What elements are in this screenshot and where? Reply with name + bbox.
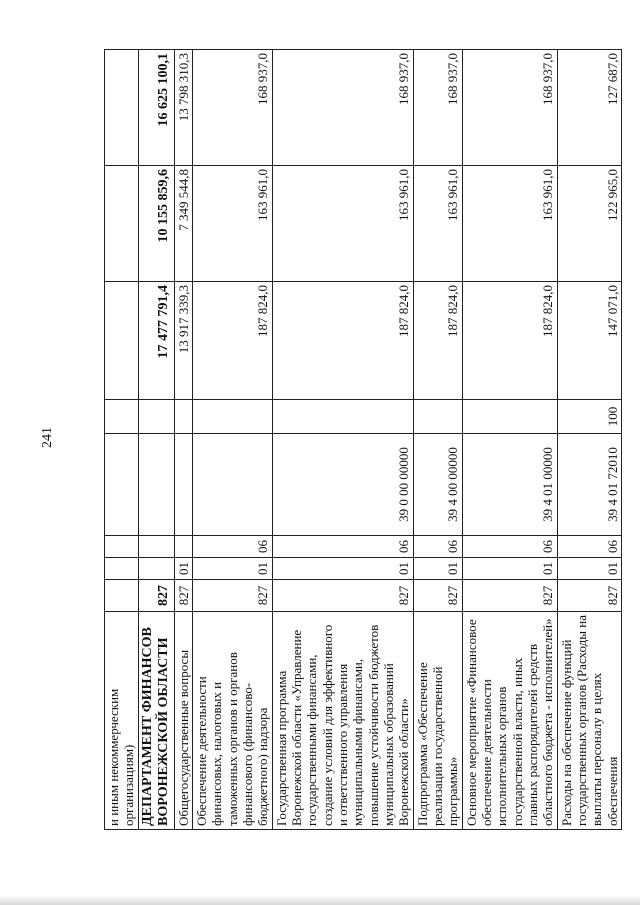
row-gov-code: 827 — [557, 580, 621, 612]
row-amount-year3 — [105, 50, 139, 166]
row-amount-year1: 187 824,0 — [272, 282, 413, 400]
row-section-code: 01 — [193, 558, 273, 580]
row-subsection-code: 06 — [272, 536, 413, 558]
row-target-code — [138, 434, 174, 536]
row-amount-year3: 168 937,0 — [193, 50, 273, 166]
row-subsection-code — [174, 536, 192, 558]
row-target-code — [193, 434, 273, 536]
row-name: Расходы на обеспечение функций государственных органов (Расходы на выплаты персоналу в целях обеспечения — [557, 612, 621, 830]
row-expense-type-code — [138, 400, 174, 434]
row-name: ДЕПАРТАМЕНТ ФИНАНСОВ ВОРОНЕЖСКОЙ ОБЛАСТИ — [138, 612, 174, 830]
row-section-code — [105, 558, 139, 580]
row-amount-year1: 187 824,0 — [462, 282, 557, 400]
row-subsection-code — [138, 536, 174, 558]
row-name: Общегосударственные вопросы — [174, 612, 192, 830]
row-amount-year2: 163 961,0 — [413, 166, 462, 282]
row-amount-year3: 168 937,0 — [413, 50, 462, 166]
row-gov-code: 827 — [462, 580, 557, 612]
row-subsection-code — [105, 536, 139, 558]
table-row — [272, 50, 413, 830]
table-row — [462, 50, 557, 830]
row-amount-year1: 187 824,0 — [413, 282, 462, 400]
table-row — [138, 50, 174, 830]
row-target-code: 39 4 01 72010 — [557, 434, 621, 536]
row-subsection-code: 06 — [557, 536, 621, 558]
table-row — [193, 50, 273, 830]
row-amount-year1 — [105, 282, 139, 400]
page-number: 241 — [40, 427, 55, 448]
scan-edge — [0, 895, 640, 905]
row-expense-type-code — [174, 400, 192, 434]
row-gov-code — [105, 580, 139, 612]
row-name: и иным некоммерческим организациям) — [105, 612, 139, 830]
row-amount-year2: 163 961,0 — [272, 166, 413, 282]
row-expense-type-code — [462, 400, 557, 434]
row-name: Основное мероприятие «Финансовое обеспечение деятельности исполнительных органов государственной власти, иных главных распорядителей средств областного бюджета - исполнителей» — [462, 612, 557, 830]
row-section-code: 01 — [557, 558, 621, 580]
row-amount-year2: 10 155 859,6 — [138, 166, 174, 282]
row-subsection-code: 06 — [413, 536, 462, 558]
row-amount-year2: 163 961,0 — [193, 166, 273, 282]
row-expense-type-code — [105, 400, 139, 434]
row-section-code: 01 — [174, 558, 192, 580]
row-amount-year2: 7 349 544,8 — [174, 166, 192, 282]
row-target-code — [174, 434, 192, 536]
row-section-code: 01 — [272, 558, 413, 580]
row-amount-year3: 16 625 100,1 — [138, 50, 174, 166]
table-row — [557, 50, 621, 830]
row-name: Государственная программа Воронежской области «Управление государственными финансами, создание условий для эффективного и ответственного управления муниципальными финансами, повышение устойчивости бюджетов муниципальных образований Воронежской области» — [272, 612, 413, 830]
row-amount-year2: 122 965,0 — [557, 166, 621, 282]
row-gov-code: 827 — [413, 580, 462, 612]
row-section-code — [138, 558, 174, 580]
budget-table — [104, 49, 622, 830]
row-target-code: 39 4 00 00000 — [413, 434, 462, 536]
budget-table-rotated — [104, 50, 620, 830]
table-row — [413, 50, 462, 830]
row-expense-type-code — [193, 400, 273, 434]
row-amount-year1: 17 477 791,4 — [138, 282, 174, 400]
row-amount-year1: 187 824,0 — [193, 282, 273, 400]
table-row — [105, 50, 139, 830]
row-expense-type-code — [272, 400, 413, 434]
table-row — [174, 50, 192, 830]
row-expense-type-code — [413, 400, 462, 434]
row-target-code — [105, 434, 139, 536]
row-name: Обеспечение деятельности финансовых, налоговых и таможенных органов и органов финансового (финансово-бюджетного) надзора — [193, 612, 273, 830]
row-target-code: 39 0 00 00000 — [272, 434, 413, 536]
row-amount-year1: 147 071,0 — [557, 282, 621, 400]
row-gov-code: 827 — [193, 580, 273, 612]
row-subsection-code: 06 — [193, 536, 273, 558]
row-expense-type-code: 100 — [557, 400, 621, 434]
row-amount-year3: 168 937,0 — [272, 50, 413, 166]
row-section-code: 01 — [462, 558, 557, 580]
row-name: Подпрограмма «Обеспечение реализации государственной программы» — [413, 612, 462, 830]
row-amount-year1: 13 917 339,3 — [174, 282, 192, 400]
row-subsection-code: 06 — [462, 536, 557, 558]
row-amount-year3: 13 798 310,3 — [174, 50, 192, 166]
row-amount-year3: 168 937,0 — [462, 50, 557, 166]
row-section-code: 01 — [413, 558, 462, 580]
row-amount-year2 — [105, 166, 139, 282]
row-gov-code: 827 — [174, 580, 192, 612]
row-target-code: 39 4 01 00000 — [462, 434, 557, 536]
row-amount-year3: 127 687,0 — [557, 50, 621, 166]
row-amount-year2: 163 961,0 — [462, 166, 557, 282]
row-gov-code: 827 — [272, 580, 413, 612]
row-gov-code: 827 — [138, 580, 174, 612]
